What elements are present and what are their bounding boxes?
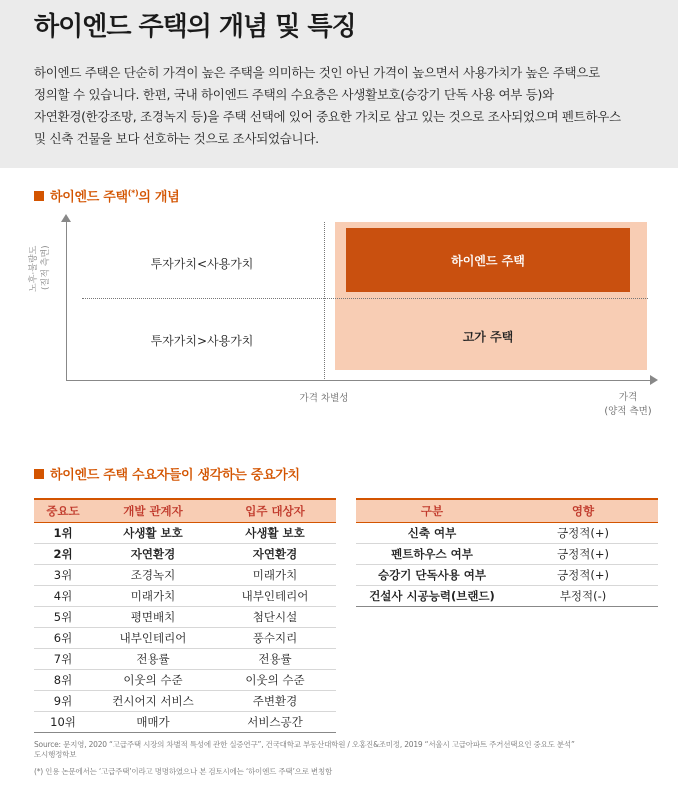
table-row: 1위 사생활 보호 사생활 보호 — [34, 522, 336, 543]
source-citation: Source: 문지영, 2020 “고급주택 시장의 차별적 특성에 관한 실증연구”, 건국대학교 부동산대학원 / 오홍진&조미정, 2019 “서울시 고급아파트 주거선택요인 중요도 분석” 도시행정학보 — [34, 740, 575, 759]
y-axis-label: 노후·불량도 (질적 측면) — [29, 245, 51, 292]
table-row: 4위 미래가치 내부인테리어 — [34, 585, 336, 606]
values-heading: 하이엔드 주택 수요자들이 생각하는 중요가치 — [34, 464, 300, 483]
lower-left-label: 투자가치>사용가치 — [150, 334, 254, 348]
table-row: 승강기 단독사용 여부 긍정적(+) — [356, 564, 658, 585]
footnote: (*) 인용 논문에서는 ‘고급주택’이라고 명명하였으나 본 검토시에는 ‘하이엔드 주택’으로 변칭함 — [34, 767, 333, 776]
price-divider-line — [324, 222, 325, 379]
column-header: 중요도 — [34, 499, 92, 522]
x-axis-label: 가격 (양적 측면) — [604, 392, 652, 417]
arrow-up-icon — [61, 214, 71, 222]
x-axis — [66, 380, 652, 381]
value-divider-line — [82, 298, 648, 299]
table-header-row — [356, 499, 658, 522]
y-axis — [66, 220, 67, 380]
impact-table — [356, 498, 658, 607]
concept-heading: 하이엔드 주택(*)의 개념 — [34, 186, 179, 205]
column-header: 구분 — [356, 499, 508, 522]
intro-line: 및 신축 건물을 보다 선호하는 것으로 조사되었습니다. — [34, 131, 319, 146]
table-row: 신축 여부 긍정적(+) — [356, 522, 658, 543]
column-header: 영향 — [508, 499, 658, 522]
table-row: 펜트하우스 여부 긍정적(+) — [356, 543, 658, 564]
intro-line: 하이엔드 주택은 단순히 가격이 높은 주택을 의미하는 것인 아닌 가격이 높으면서 사용가치가 높은 주택으로 — [34, 65, 600, 80]
table-row: 6위 내부인테리어 풍수지리 — [34, 627, 336, 648]
highend-housing-box: 하이엔드 주택 — [346, 228, 630, 292]
intro-panel — [0, 0, 678, 168]
square-bullet-icon — [34, 469, 44, 479]
upper-left-label: 투자가치<사용가치 — [150, 257, 254, 271]
expensive-housing-label: 고가 주택 — [462, 329, 514, 344]
table-row: 9위 컨시어지 서비스 주변환경 — [34, 690, 336, 711]
x-tick-price-differentiation: 가격 차별성 — [299, 393, 349, 404]
table-row: 8위 이웃의 수준 이웃의 수준 — [34, 669, 336, 690]
column-header: 개발 관계자 — [92, 499, 214, 522]
table-row: 2위 자연환경 자연환경 — [34, 543, 336, 564]
ranking-table — [34, 498, 336, 733]
arrow-right-icon — [650, 375, 658, 385]
intro-line: 정의할 수 있습니다. 한편, 국내 하이엔드 주택의 수요층은 사생활보호(승강기 단독 사용 여부 등)와 — [34, 87, 554, 102]
page-title: 하이엔드 주택의 개념 및 특징 — [34, 12, 356, 42]
table-row: 3위 조경녹지 미래가치 — [34, 564, 336, 585]
column-header: 입주 대상자 — [214, 499, 336, 522]
table-row: 5위 평면배치 첨단시설 — [34, 606, 336, 627]
square-bullet-icon — [34, 191, 44, 201]
intro-line: 자연환경(한강조망, 조경녹지 등)을 주택 선택에 있어 중요한 가치로 삼고 있는 것으로 조사되었으며 펜트하우스 — [34, 109, 621, 124]
intro-text — [34, 62, 654, 150]
table-row: 7위 전용률 전용률 — [34, 648, 336, 669]
table-header-row — [34, 499, 336, 522]
table-row: 10위 매매가 서비스공간 — [34, 711, 336, 732]
table-row: 건설사 시공능력(브랜드) 부정적(-) — [356, 585, 658, 606]
